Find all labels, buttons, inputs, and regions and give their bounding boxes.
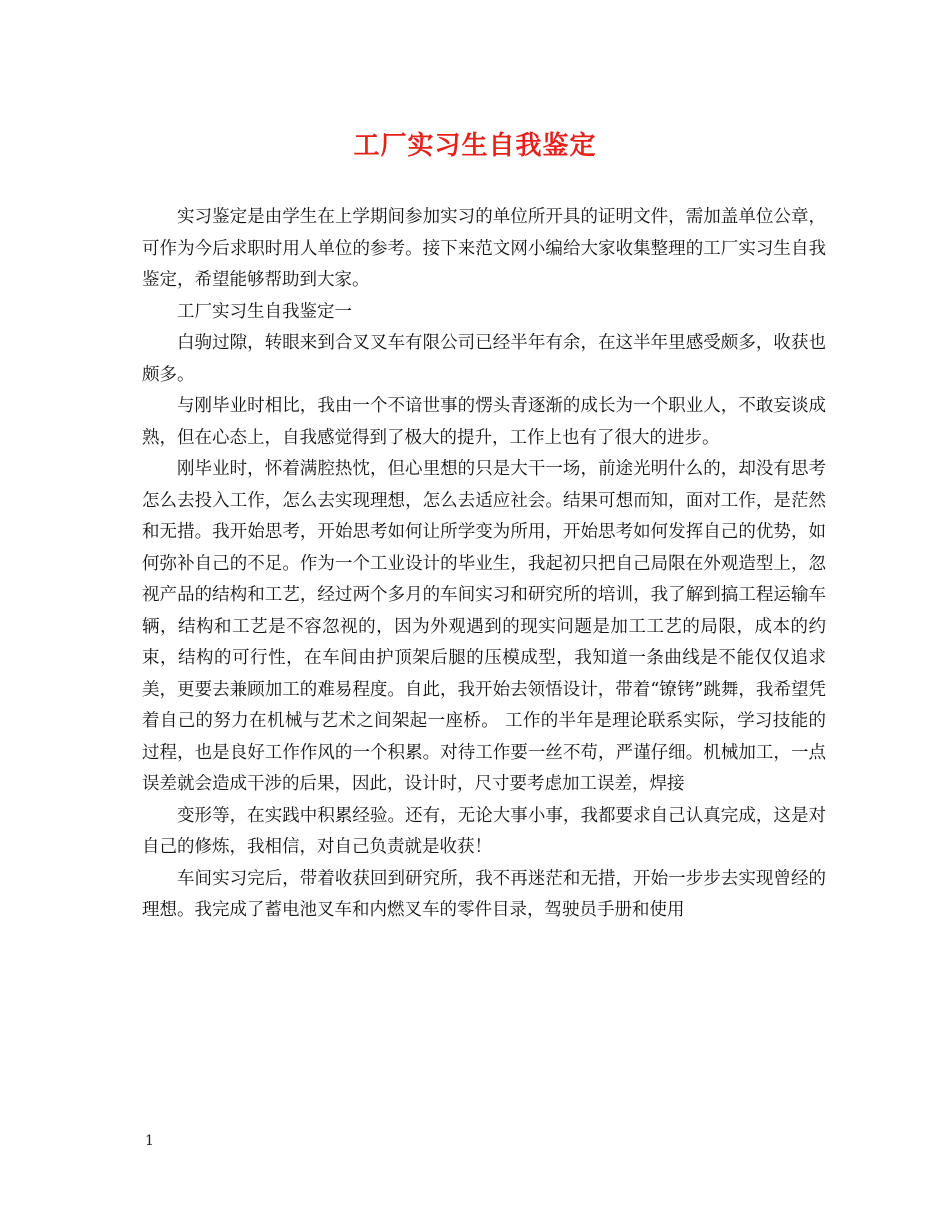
document-body <box>142 202 826 927</box>
page-number: 1 <box>145 1133 154 1149</box>
document-title: 工厂实习生自我鉴定 <box>353 131 597 161</box>
paragraph: 刚毕业时，怀着满腔热忱，但心里想的只是大干一场，前途光明什么的，却没有思考怎么去投入工作，怎么去实现理想，怎么去适应社会。结果可想而知，面对工作，是茫然和无措。我开始思考，开始思考如何让所学变为所用，开始思考如何发挥自己的优势，如何弥补自己的不足。作为一个工业设计的毕业生，我起初只把自己局限在外观造型上，忽视产品的结构和工艺，经过两个多月的车间实习和研究所的培训，我了解到搞工程运输车辆，结构和工艺是不容忽视的，因为外观遇到的现实问题是加工工艺的局限，成本的约束，结构的可行性，在车间由护顶架后腿的压模成型，我知道一条曲线是不能仅仅追求美，更要去兼顾加工的难易程度。自此，我开始去领悟设计，带着“镣铐”跳舞，我希望凭着自己的努力在机械与艺术之间架起一座桥。 工作的半年是理论联系实际，学习技能的过程，也是良好工作作风的一个积累。对待工作要一丝不苟，严谨仔细。机械加工，一点误差就会造成干涉的后果，因此，设计时，尺寸要考虑加工误差，焊接 <box>142 459 826 794</box>
paragraph: 变形等，在实践中积累经验。还有，无论大事小事，我都要求自己认真完成，这是对自己的修炼，我相信，对自己负责就是收获！ <box>142 805 826 857</box>
paragraph: 白驹过隙，转眼来到合叉叉车有限公司已经半年有余，在这半年里感受颇多，收获也颇多。 <box>142 333 826 385</box>
paragraph-intro: 实习鉴定是由学生在上学期间参加实习的单位所开具的证明文件，需加盖单位公章，可作为今后求职时用人单位的参考。接下来范文网小编给大家收集整理的工厂实习生自我鉴定，希望能够帮助到大家。 <box>142 207 826 290</box>
paragraph: 车间实习完后，带着收获回到研究所，我不再迷茫和无措，开始一步步去实现曾经的理想。我完成了蓄电池叉车和内燃叉车的零件目录，驾驶员手册和使用 <box>142 868 826 920</box>
section-heading: 工厂实习生自我鉴定一 <box>177 301 352 322</box>
paragraph: 与刚毕业时相比，我由一个不谙世事的愣头青逐渐的成长为一个职业人，不敢妄谈成熟，但在心态上，自我感觉得到了极大的提升，工作上也有了很大的进步。 <box>142 396 826 448</box>
